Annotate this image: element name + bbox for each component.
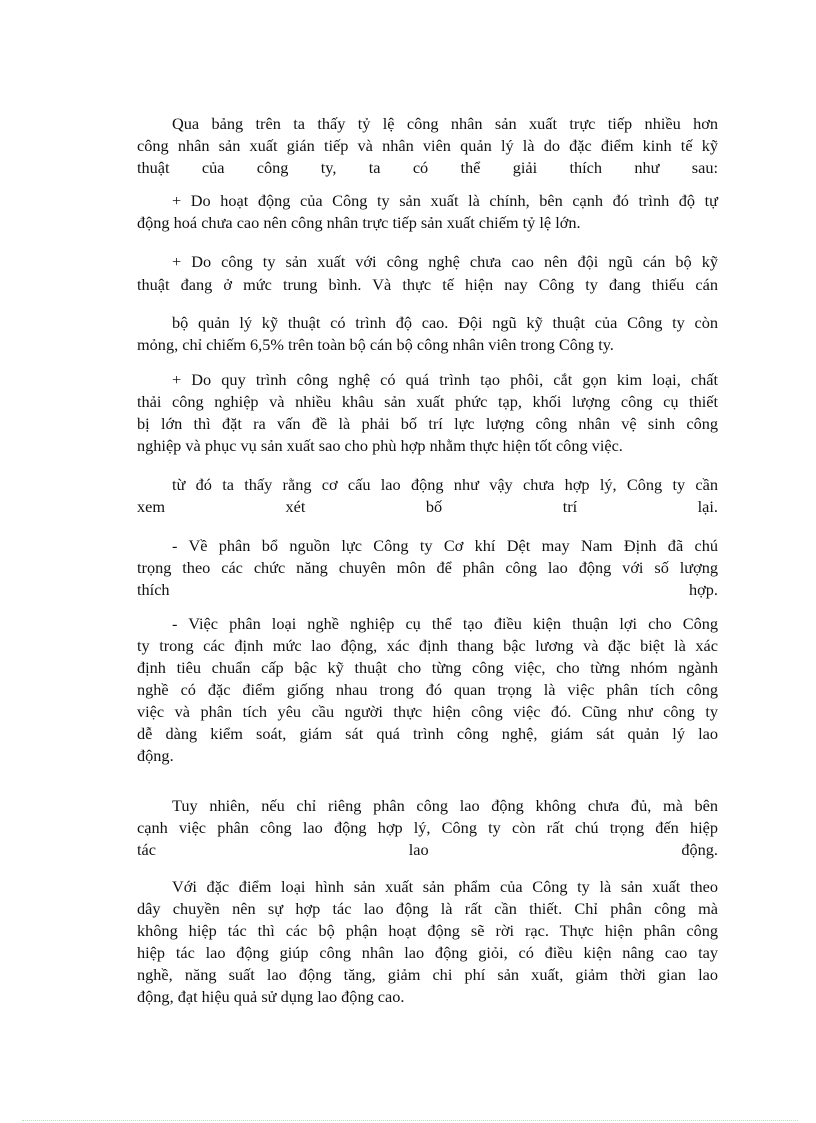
text-line: việc và phân tích yêu cầu người thực hiện công việc đó. Cũng như công ty [137, 702, 718, 721]
text-line: động, đạt hiệu quả sử dụng lao động cao. [137, 987, 405, 1006]
text-line: nghề, năng suất lao động tăng, giảm chi phí sản xuất, giảm thời gian lao [137, 965, 718, 984]
text-line: bộ quản lý kỹ thuật có trình độ cao. Đội ngũ kỹ thuật của Công ty còn [172, 313, 718, 332]
text-line: dễ dàng kiểm soát, giám sát quá trình công nghệ, giám sát quản lý lao [137, 724, 718, 743]
text-line: Qua bảng trên ta thấy tỷ lệ công nhân sản xuất trực tiếp nhiều hơn [172, 114, 718, 133]
text-line: dây chuyền nên sự hợp tác lao động là rất cần thiết. Chỉ phân công mà [137, 899, 718, 918]
text-line: - Về phân bổ nguồn lực Công ty Cơ khí Dệt may Nam Định đã chú [172, 536, 718, 555]
text-line: thuật đang ở mức trung bình. Và thực tế hiện nay Công ty đang thiếu cán [137, 275, 718, 294]
text-line: - Việc phân loại nghề nghiệp cụ thể tạo điều kiện thuận lợi cho Công [172, 614, 718, 633]
text-line: hiệp tác lao động giúp công nhân lao động giỏi, có điều kiện nâng cao tay [137, 943, 718, 962]
text-line: cạnh việc phân công lao động hợp lý, Công ty còn rất chú trọng đến hiệp [137, 818, 718, 837]
text-line: trọng theo các chức năng chuyên môn để phân công lao động với số lượng [137, 558, 718, 577]
text-line: + Do hoạt động của Công ty sản xuất là chính, bên cạnh đó trình độ tự [172, 191, 718, 210]
text-line: động hoá chưa cao nên công nhân trực tiếp sản xuất chiếm tỷ lệ lớn. [137, 213, 581, 232]
text-line: thải công nghiệp và nhiều khâu sản xuất phức tạp, khối lượng công cụ thiết [137, 392, 718, 411]
text-line: thích hợp. [137, 580, 718, 599]
text-line: nghề có đặc điểm giống nhau trong đó quan trọng là việc phân tích công [137, 680, 718, 699]
text-line: ty trong các định mức lao động, xác định thang bậc lương và đặc biệt là xác [137, 636, 718, 655]
text-line: nghiệp và phục vụ sản xuất sao cho phù hợp nhằm thực hiện tốt công việc. [137, 436, 623, 455]
text-line: từ đó ta thấy rằng cơ cấu lao động như vậy chưa hợp lý, Công ty cần [172, 475, 718, 494]
text-line: xem xét bố trí lại. [137, 497, 718, 516]
text-line: + Do công ty sản xuất với công nghệ chưa cao nên đội ngũ cán bộ kỹ [172, 252, 718, 271]
text-line: Với đặc điểm loại hình sản xuất sản phẩm của Công ty là sản xuất theo [172, 877, 718, 896]
page-bottom-divider [22, 1120, 798, 1121]
text-line: mỏng, chỉ chiếm 6,5% trên toàn bộ cán bộ công nhân viên trong Công ty. [137, 335, 614, 354]
text-line: Tuy nhiên, nếu chỉ riêng phân công lao động không chưa đủ, mà bên [172, 796, 718, 815]
text-line: + Do quy trình công nghệ có quá trình tạo phôi, cắt gọn kim loại, chất [172, 370, 718, 389]
text-line: bị lớn thì đặt ra vấn đề là phải bố trí lực lượng công nhân vệ sinh công [137, 414, 718, 433]
text-line: thuật của công ty, ta có thể giải thích như sau: [137, 158, 718, 177]
text-line: tác lao động. [137, 840, 718, 859]
text-line: động. [137, 746, 174, 765]
text-line: không hiệp tác thì các bộ phận hoạt động sẽ rời rạc. Thực hiện phân công [137, 921, 718, 940]
text-line: công nhân sản xuất gián tiếp và nhân viên quản lý là do đặc điểm kinh tế kỹ [137, 136, 718, 155]
text-line: định tiêu chuẩn cấp bậc kỹ thuật cho từng công việc, cho từng nhóm ngành [137, 658, 718, 677]
